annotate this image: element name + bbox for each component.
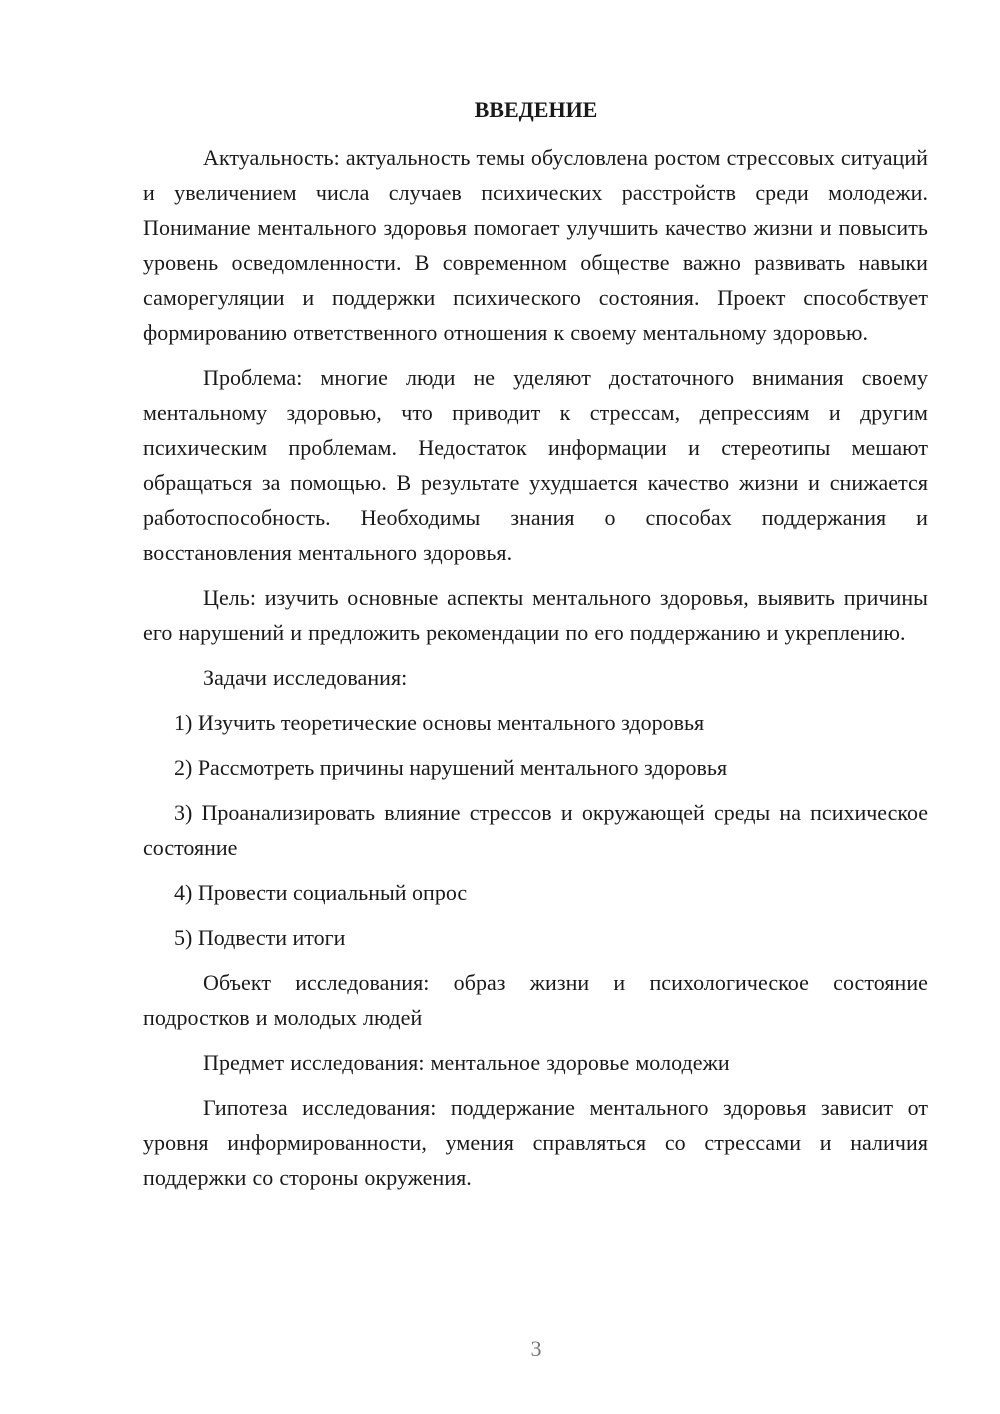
page-title: ВВЕДЕНИЕ: [474, 97, 598, 122]
list-item: 1) Изучить теоретические основы ментального здоровья: [174, 710, 705, 735]
paragraph-object: Объект исследования: образ жизни и психологическое состояние подростков и молодых людей: [143, 970, 928, 1030]
page-number: 3: [530, 1336, 542, 1361]
paragraph-goal: Цель: изучить основные аспекты ментального здоровья, выявить причины его нарушений и предложить рекомендации по его поддержанию и укреплению.: [143, 585, 928, 645]
paragraph-hypothesis: Гипотеза исследования: поддержание ментального здоровья зависит от уровня информированности, умения справляться со стрессами и наличия поддержки со стороны окружения.: [143, 1095, 928, 1190]
tasks-title: Задачи исследования:: [203, 665, 408, 690]
paragraph-problem: Проблема: многие люди не уделяют достаточного внимания своему ментальному здоровью, что приводит к стрессам, депрессиям и другим психическим проблемам. Недостаток информации и стереотипы мешают обращаться за помощью. В результате ухудшается качество жизни и снижается работоспособность. Необходимы знания о способах поддержания и восстановления ментального здоровья.: [143, 365, 928, 565]
list-item: 3) Проанализировать влияние стрессов и окружающей среды на психическое состояние: [143, 800, 928, 860]
paragraph-subject: Предмет исследования: ментальное здоровье молодежи: [203, 1050, 730, 1075]
list-item: 2) Рассмотреть причины нарушений ментального здоровья: [174, 755, 728, 780]
tasks-list: [143, 705, 928, 955]
paragraph-relevance: Актуальность: актуальность темы обусловлена ростом стрессовых ситуаций и увеличением числа случаев психических расстройств среди молодежи. Понимание ментального здоровья помогает улучшить качество жизни и повысить уровень осведомленности. В современном обществе важно развивать навыки саморегуляции и поддержки психического состояния. Проект способствует формированию ответственного отношения к своему ментальному здоровью.: [143, 145, 928, 345]
page-content: [143, 92, 928, 1205]
list-item: 5) Подвести итоги: [174, 925, 346, 950]
list-item: 4) Провести социальный опрос: [174, 880, 468, 905]
